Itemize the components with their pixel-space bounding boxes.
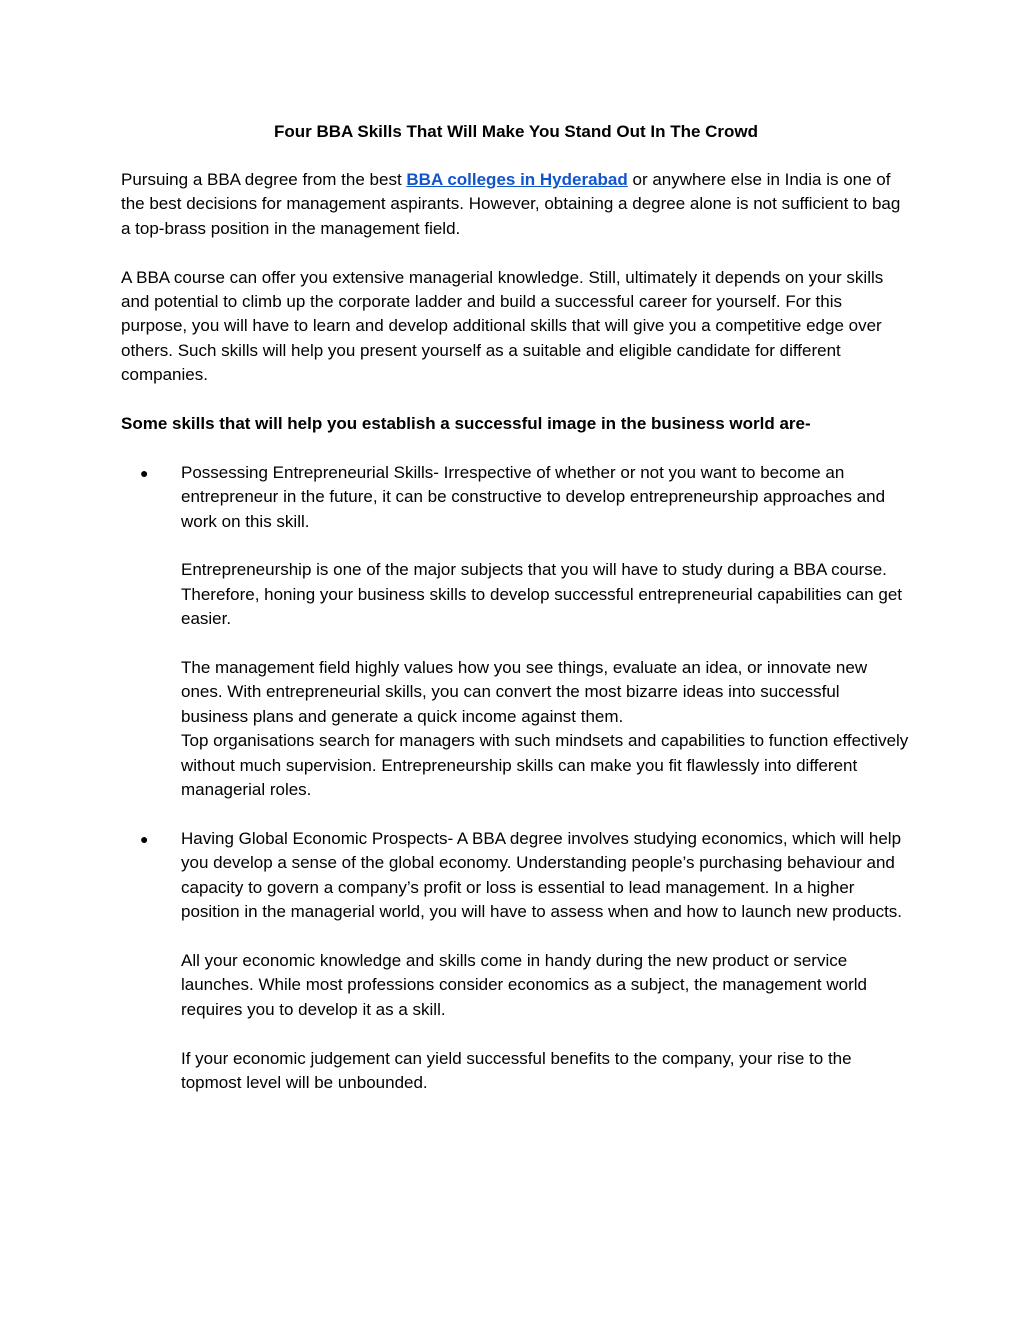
skill-paragraph: All your economic knowledge and skills come in handy during the new product or service launches. While most professions consider economics as a subject, the management world requires you to develop it as a skill. <box>181 950 868 1019</box>
section-subheading: Some skills that will help you establish a successful image in the business world are- <box>121 414 811 434</box>
skill-paragraph: Top organisations search for managers with such mindsets and capabilities to function effectively without much supervision. Entrepreneurship skills can make you fit flawlessly into different managerial roles. <box>181 731 909 800</box>
skill-paragraph: Possessing Entrepreneurial Skills- Irrespective of whether or not you want to become an entrepreneur in the future, it can be constructive to develop entrepreneurship approaches and work on this skill. <box>181 462 886 531</box>
body-paragraph: A BBA course can offer you extensive managerial knowledge. Still, ultimately it depends on your skills and potential to climb up the corporate ladder and build a successful career for yourself. For this purpose, you will have to learn and develop additional skills that will give you a competitive edge over others. Such skills will help you present yourself as a suitable and eligible candidate for different companies. <box>121 267 884 385</box>
skill-paragraph: If your economic judgement can yield successful benefits to the company, your rise to the topmost level will be unbounded. <box>181 1048 852 1092</box>
bullet-icon: ● <box>140 464 149 481</box>
bullet-icon: ● <box>140 830 149 847</box>
intro-text-end: or anywhere else in India is one of the best decisions for management aspirants. However, obtaining a degree alone is not sufficient to bag a top-brass position in the management field. <box>121 170 901 238</box>
list-item <box>121 461 911 803</box>
document-page <box>121 120 911 1095</box>
intro-paragraph <box>121 168 911 241</box>
skill-paragraph: Having Global Economic Prospects- A BBA degree involves studying economics, which will help you develop a sense of the global economy. Understanding people’s purchasing behaviour and capacity to govern a company’s profit or loss is essential to lead management. In a higher position in the managerial world, you will have to assess when and how to launch new products. <box>181 828 903 922</box>
list-item <box>121 827 911 1095</box>
skill-paragraph: Entrepreneurship is one of the major subjects that you will have to study during a BBA course. Therefore, honing your business skills to develop successful entrepreneurial capabilities can get easier. <box>181 560 903 629</box>
page-title: Four BBA Skills That Will Make You Stand Out In The Crowd <box>273 122 759 141</box>
skill-paragraph: The management field highly values how you see things, evaluate an idea, or innovate new ones. With entrepreneurial skills, you can convert the most bizarre ideas into successful business plans and generate a quick income against them. <box>181 658 868 726</box>
skills-list <box>121 461 911 1095</box>
bba-colleges-link[interactable]: BBA colleges in Hyderabad <box>406 170 628 189</box>
intro-text-start: Pursuing a BBA degree from the best <box>121 170 407 189</box>
